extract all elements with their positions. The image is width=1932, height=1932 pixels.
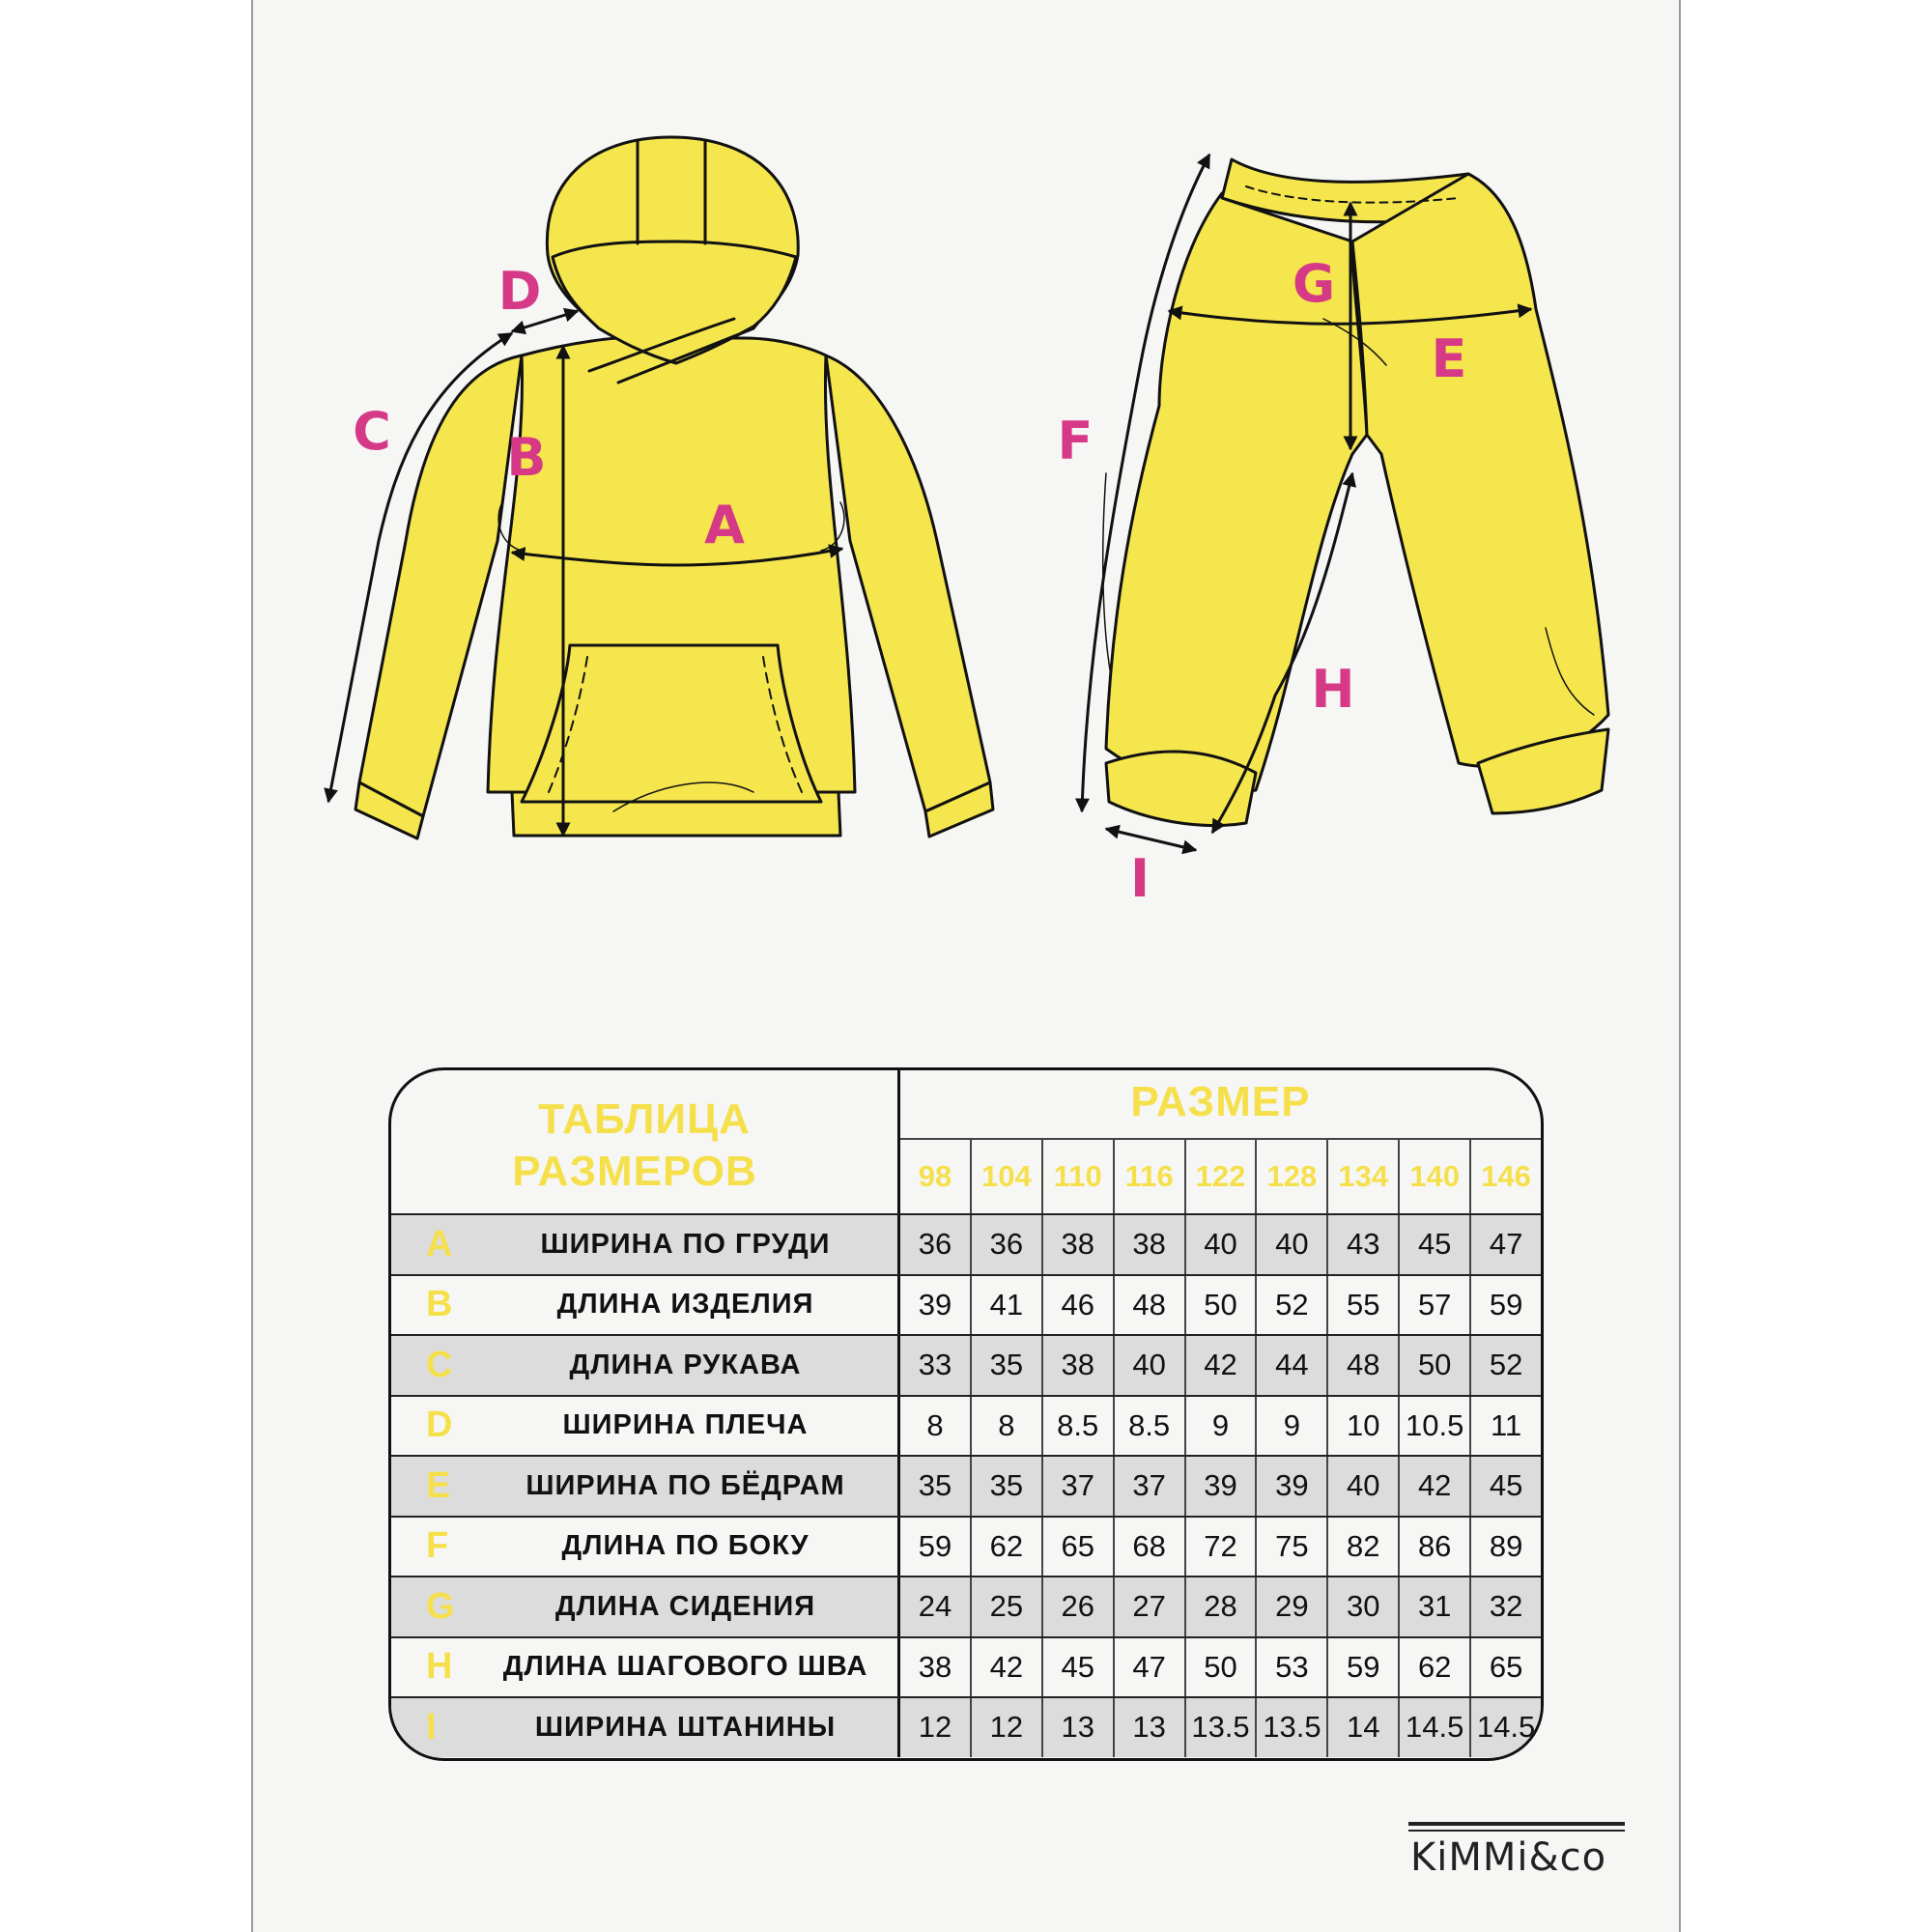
- hoodie-illustration: [355, 137, 993, 838]
- table-cell: 9: [1184, 1397, 1256, 1456]
- row-measurement-name: ДЛИНА ИЗДЕЛИЯ: [556, 1289, 814, 1321]
- row-label-cell: [391, 1638, 900, 1697]
- table-cell: 40: [1255, 1215, 1326, 1274]
- table-title-line-1: ТАБЛИЦА: [538, 1095, 751, 1143]
- measure-label-h: H: [1311, 659, 1355, 720]
- table-row: [391, 1696, 1541, 1757]
- table-cell: 43: [1326, 1215, 1398, 1274]
- table-cell: 35: [970, 1336, 1041, 1395]
- table-row: [391, 1455, 1541, 1516]
- row-label-cell: [391, 1276, 900, 1335]
- table-cell: 48: [1326, 1336, 1398, 1395]
- table-cell: 59: [918, 1528, 952, 1563]
- table-cell: 62: [970, 1518, 1041, 1577]
- row-label-cell: [391, 1397, 900, 1456]
- measure-label-f: F: [1057, 411, 1094, 471]
- table-cell: 41: [970, 1276, 1041, 1335]
- hoodie-kangaroo-pocket: [522, 645, 821, 802]
- table-row: [391, 1334, 1541, 1395]
- table-cell: 8: [926, 1407, 944, 1442]
- table-cell: 37: [1113, 1457, 1184, 1516]
- table-cell: 30: [1326, 1577, 1398, 1636]
- table-cell: 8.5: [1041, 1397, 1113, 1456]
- size-column-header: 140: [1398, 1140, 1469, 1213]
- row-measurement-name: ШИРИНА ПО ГРУДИ: [540, 1228, 831, 1260]
- table-cell: 36: [918, 1227, 952, 1262]
- table-cell: 10.5: [1398, 1397, 1469, 1456]
- table-cell: 46: [1041, 1276, 1113, 1335]
- table-cell: 59: [1326, 1638, 1398, 1697]
- table-title-line-2: РАЗМЕРОВ: [512, 1148, 757, 1195]
- table-cell: 8: [970, 1397, 1041, 1456]
- table-row: [391, 1576, 1541, 1636]
- size-column-header: 128: [1255, 1140, 1326, 1213]
- table-cell: 14.5: [1398, 1698, 1469, 1757]
- table-cell: 47: [1113, 1638, 1184, 1697]
- row-measurement-name: ДЛИНА РУКАВА: [569, 1349, 802, 1380]
- table-cell: 40: [1184, 1215, 1256, 1274]
- table-cell: 28: [1184, 1577, 1256, 1636]
- table-row: [391, 1274, 1541, 1335]
- size-heading: РАЗМЕР: [1130, 1078, 1311, 1125]
- measure-label-c: C: [353, 401, 391, 462]
- table-cell: 50: [1184, 1638, 1256, 1697]
- row-measurement-name: ДЛИНА СИДЕНИЯ: [554, 1590, 816, 1622]
- row-label-cell: [391, 1336, 900, 1395]
- row-measurement-name: ДЛИНА ПО БОКУ: [561, 1530, 810, 1562]
- table-cell: 86: [1398, 1518, 1469, 1577]
- table-cell: 25: [970, 1577, 1041, 1636]
- brand-logo: [1408, 1818, 1631, 1886]
- pants-left-cuff: [1106, 752, 1256, 825]
- row-letter: B: [426, 1284, 453, 1325]
- table-cell: 12: [918, 1710, 952, 1745]
- row-letter: H: [426, 1646, 453, 1688]
- table-cell: 29: [1255, 1577, 1326, 1636]
- measure-label-g: G: [1292, 253, 1336, 314]
- row-letter: A: [426, 1223, 453, 1264]
- measure-label-d: D: [497, 261, 542, 322]
- size-table: [388, 1067, 1544, 1761]
- size-column-header: 134: [1326, 1140, 1398, 1213]
- table-cell: 50: [1398, 1336, 1469, 1395]
- table-cell: 59: [1469, 1276, 1541, 1335]
- table-cell: 75: [1255, 1518, 1326, 1577]
- row-letter: F: [426, 1525, 449, 1567]
- table-cell: 24: [918, 1589, 952, 1624]
- table-cell: 45: [1398, 1215, 1469, 1274]
- measure-label-e: E: [1431, 328, 1467, 389]
- size-column-header: 122: [1184, 1140, 1256, 1213]
- measure-line-i: [1106, 829, 1196, 850]
- table-cell: 38: [1113, 1215, 1184, 1274]
- table-cell: 31: [1398, 1577, 1469, 1636]
- size-column-header: 104: [970, 1140, 1041, 1213]
- table-cell: 40: [1326, 1457, 1398, 1516]
- table-cell: 45: [1041, 1638, 1113, 1697]
- row-letter: D: [426, 1405, 453, 1446]
- size-column-header: 110: [1041, 1140, 1113, 1213]
- table-cell: 33: [918, 1348, 952, 1382]
- table-cell: 72: [1184, 1518, 1256, 1577]
- table-cell: 45: [1469, 1457, 1541, 1516]
- table-cell: 38: [1041, 1215, 1113, 1274]
- table-cell: 38: [918, 1649, 952, 1684]
- size-column-header: 98: [918, 1159, 952, 1193]
- row-measurement-name: ДЛИНА ШАГОВОГО ШВА: [502, 1651, 868, 1683]
- table-row: [391, 1636, 1541, 1697]
- row-letter: G: [426, 1585, 455, 1627]
- table-title-cell: [391, 1070, 900, 1213]
- table-cell: 14.5: [1469, 1698, 1541, 1757]
- table-cell: 47: [1469, 1215, 1541, 1274]
- table-cell: 65: [1041, 1518, 1113, 1577]
- row-label-cell: [391, 1577, 900, 1636]
- table-cell: 13: [1113, 1698, 1184, 1757]
- table-row: [391, 1213, 1541, 1274]
- table-cell: 10: [1326, 1397, 1398, 1456]
- table-cell: 42: [1184, 1336, 1256, 1395]
- size-numbers: [900, 1140, 1541, 1213]
- row-label-cell: [391, 1518, 900, 1577]
- size-column-header: 116: [1113, 1140, 1184, 1213]
- table-cell: 62: [1398, 1638, 1469, 1697]
- table-cell: 40: [1113, 1336, 1184, 1395]
- table-cell: 12: [970, 1698, 1041, 1757]
- table-cell: 42: [1398, 1457, 1469, 1516]
- table-cell: 39: [918, 1287, 952, 1321]
- brand-name: KiMMi&co: [1410, 1835, 1607, 1880]
- table-cell: 11: [1469, 1397, 1541, 1456]
- table-cell: 9: [1255, 1397, 1326, 1456]
- table-header: [391, 1070, 1541, 1213]
- row-label-cell: [391, 1698, 900, 1757]
- table-cell: 13.5: [1255, 1698, 1326, 1757]
- table-cell: 39: [1255, 1457, 1326, 1516]
- table-cell: 55: [1326, 1276, 1398, 1335]
- table-cell: 13.5: [1184, 1698, 1256, 1757]
- table-cell: 89: [1469, 1518, 1541, 1577]
- table-cell: 35: [970, 1457, 1041, 1516]
- table-cell: 82: [1326, 1518, 1398, 1577]
- table-cell: 27: [1113, 1577, 1184, 1636]
- table-row: [391, 1395, 1541, 1456]
- table-cell: 53: [1255, 1638, 1326, 1697]
- table-cell: 26: [1041, 1577, 1113, 1636]
- table-cell: 44: [1255, 1336, 1326, 1395]
- measure-label-i: I: [1129, 848, 1151, 909]
- size-column-header: 146: [1469, 1140, 1541, 1213]
- row-letter: C: [426, 1344, 453, 1385]
- row-letter: I: [426, 1706, 437, 1747]
- row-measurement-name: ШИРИНА ПЛЕЧА: [562, 1409, 809, 1441]
- row-label-cell: [391, 1457, 900, 1516]
- row-label-cell: [391, 1215, 900, 1274]
- table-rows: [391, 1213, 1541, 1757]
- size-heading-cell: [900, 1070, 1541, 1213]
- table-cell: 35: [918, 1468, 952, 1503]
- table-cell: 32: [1469, 1577, 1541, 1636]
- pants-illustration: [1103, 159, 1608, 826]
- table-cell: 65: [1469, 1638, 1541, 1697]
- table-cell: 14: [1326, 1698, 1398, 1757]
- row-letter: E: [426, 1464, 451, 1506]
- table-cell: 39: [1184, 1457, 1256, 1516]
- table-cell: 13: [1041, 1698, 1113, 1757]
- measure-label-a: A: [704, 495, 745, 555]
- table-row: [391, 1516, 1541, 1577]
- table-cell: 52: [1469, 1336, 1541, 1395]
- table-cell: 37: [1041, 1457, 1113, 1516]
- pants-right-leg: [1352, 174, 1608, 766]
- table-cell: 57: [1398, 1276, 1469, 1335]
- table-cell: 36: [970, 1215, 1041, 1274]
- table-cell: 8.5: [1113, 1397, 1184, 1456]
- table-cell: 50: [1184, 1276, 1256, 1335]
- table-cell: 52: [1255, 1276, 1326, 1335]
- measure-label-b: B: [506, 427, 547, 488]
- row-measurement-name: ШИРИНА ШТАНИНЫ: [534, 1711, 837, 1743]
- table-cell: 38: [1041, 1336, 1113, 1395]
- table-cell: 48: [1113, 1276, 1184, 1335]
- table-cell: 68: [1113, 1518, 1184, 1577]
- row-measurement-name: ШИРИНА ПО БЁДРАМ: [526, 1469, 845, 1501]
- table-cell: 42: [970, 1638, 1041, 1697]
